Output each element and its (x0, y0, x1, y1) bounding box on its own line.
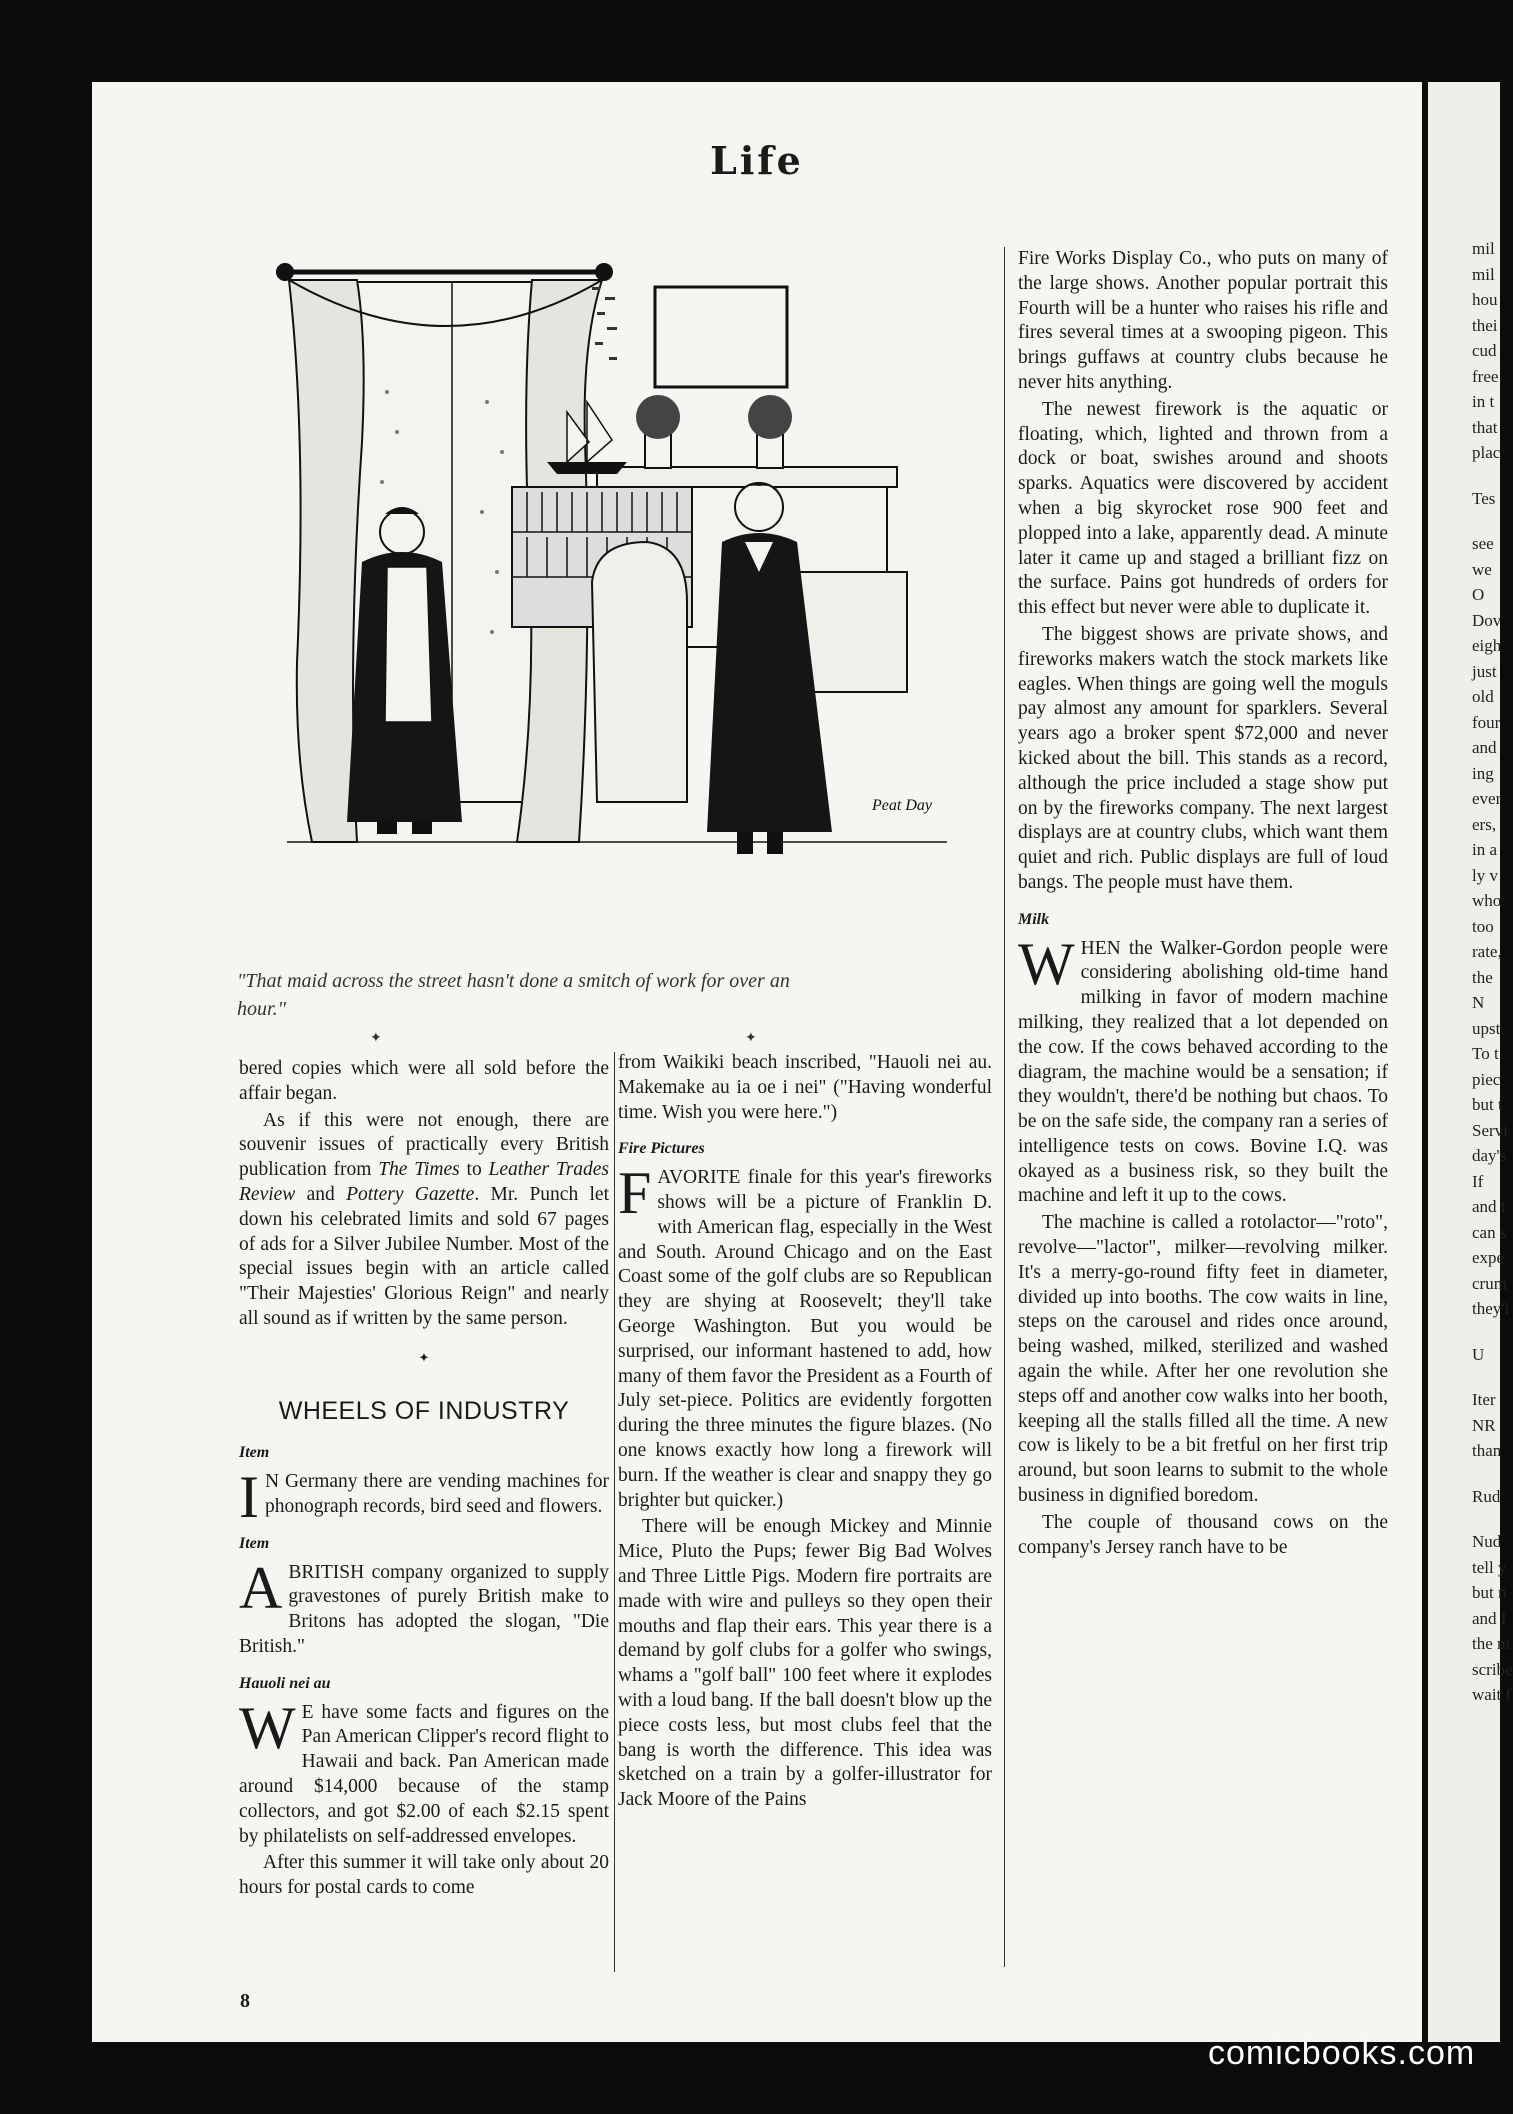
drop-cap: W (239, 1694, 296, 1761)
adjacent-page-text-fragment: that (1472, 417, 1498, 437)
adjacent-page-text-fragment: mil (1472, 239, 1495, 258)
paragraph: WHEN the Walker-Gordon people were considering abolishing old-time hand milking in favor of modern machine milking, they realized that a lot depended on the cow. If the cows behaved according to the diagram, the machine would be a sensation; if they wouldn't, there'd be nothing but chaos. To be on the safe side, the company ran a series of intelligence tests on cows. Bovine I.Q. was okayed as a business risk, so they built the machine and left it up to the cows. (1018, 930, 1388, 1207)
adjacent-page-text-fragment: thei (1472, 315, 1498, 335)
magazine-page (92, 82, 1422, 2042)
adjacent-page-text-fragment: the (1472, 967, 1493, 987)
article-column-3 (1018, 247, 1388, 1562)
adjacent-page-text-fragment: U (1472, 1344, 1485, 1364)
adjacent-page-text-fragment: scribe (1472, 1659, 1513, 1679)
adjacent-page-text-fragment: cud (1472, 341, 1497, 360)
adjacent-page-text-fragment: the m (1472, 1634, 1511, 1653)
paragraph: bered copies which were all sold before the affair began. (239, 1058, 609, 1104)
adjacent-page-text-fragment: hou (1472, 290, 1498, 309)
adjacent-page-text-fragment: mil (1472, 264, 1495, 284)
adjacent-page-text-fragment: free (1472, 366, 1499, 386)
adjacent-page-text-fragment: wait f (1472, 1685, 1512, 1704)
item-heading: Item (239, 1444, 270, 1462)
adjacent-page-text-fragment: ever (1472, 789, 1502, 808)
adjacent-page-text-fragment: see (1472, 534, 1494, 553)
cartoon-signature: Peat Day (872, 797, 932, 814)
adjacent-page-text-fragment: just (1472, 661, 1497, 681)
adjacent-page-text-fragment: who (1472, 891, 1502, 910)
adjacent-page-text-fragment: we (1472, 559, 1492, 579)
drop-cap: I (239, 1464, 259, 1531)
adjacent-page-text-fragment: NR (1472, 1415, 1496, 1435)
adjacent-page-text-fragment: Nud (1472, 1532, 1502, 1551)
cartoon-caption: "That maid across the street hasn't done a smitch of work for over an hour." (237, 970, 790, 1020)
adjacent-page-text-fragment: To t (1472, 1044, 1499, 1063)
paragraph: There will be enough Mickey and Minnie Mice, Pluto the Pups; fewer Big Bad Wolves and Three Little Pigs. Modern fire portraits are made with wire and pulleys so they open their mouths and flap their ears. This year there is a demand by golf clubs for a golfer who swings, whams a "golf ball" 100 feet where it explodes with a loud bang. If the ball doesn't blow up the piece costs less, but most clubs feel that the bang is worth the difference. This idea was sketched on a train by a golfer-illustrator for Jack Moore of the Pains (618, 1516, 992, 1811)
adjacent-page-edge (1428, 82, 1513, 2042)
paragraph: W E have some facts and figures on the Pan American Clipper's record flight to Hawaii and back. Pan American made around $14,000 because of the stamp collectors, and got $2.00 of each $2.15 spent by philatelists on self-addressed envelopes. (239, 1694, 609, 1847)
adjacent-page-text-fragment: Dov (1472, 610, 1502, 630)
cartoon-illustration (267, 242, 1102, 952)
adjacent-page-text-fragment: Servi (1472, 1120, 1508, 1140)
paragraph: After this summer it will take only about 20 hours for postal cards to come (239, 1852, 609, 1899)
adjacent-page-text-fragment: too (1472, 916, 1494, 936)
paragraph: from Waikiki beach inscribed, "Hauoli nei au. Makemake au ia oe i nei" ("Having wonderful time. Wish you were here.") (618, 1052, 992, 1123)
adjacent-page-text-fragment: old (1472, 687, 1494, 706)
adjacent-page-text-fragment: tell y (1472, 1557, 1507, 1577)
article-column-2 (618, 1051, 992, 1815)
drop-cap: W (1018, 930, 1075, 997)
adjacent-page-text-fragment: but n (1472, 1583, 1507, 1602)
adjacent-page-text-fragment: and t (1472, 1197, 1506, 1216)
item-heading: Item (239, 1534, 270, 1552)
drop-cap: F (618, 1160, 652, 1227)
adjacent-page-text-fragment: crum (1472, 1273, 1507, 1293)
adjacent-page-text-fragment: can s (1472, 1222, 1507, 1242)
paragraph: I N Germany there are vending machines for phonograph records, bird seed and flowers. (239, 1464, 609, 1531)
adjacent-page-text-fragment: they'l (1472, 1299, 1510, 1318)
ornament: ✦ (370, 1031, 382, 1046)
paragraph: The newest firework is the aquatic or floating, which, lighted and thrown from a dock or boat, swishes around and shoots sparks. Aquatics were discovered by accident when a big skyrocket rose 900 feet and plopped into a lake, apparently dead. A minute later it came up and staged a brilliant fizz on the surface. Pains got hundreds of orders for this effect but never were able to duplicate it. (1018, 398, 1388, 619)
paragraph: The biggest shows are private shows, and fireworks makers watch the stock markets like eagles. When things are going well the moguls pay almost any amount for sparklers. Several years ago a broker spent $72,000 and never kicked about the bill. This stands as a record, although the price included a stage show put on by the fireworks company. The next largest displays are at country clubs, which want them quiet and rich. Public displays are full of loud bangs. The people must have them. (1018, 623, 1388, 893)
adjacent-page-text-fragment: ly v (1472, 865, 1498, 885)
adjacent-page-text-fragment: ers, (1472, 814, 1497, 834)
adjacent-page-text-fragment: expe (1472, 1248, 1505, 1267)
section-title: WHEELS OF INDUSTRY (278, 1396, 570, 1425)
adjacent-page-text-fragment: eigh (1472, 636, 1502, 655)
ornament: ✦ (418, 1349, 430, 1365)
paragraph: The couple of thousand cows on the company's Jersey ranch have to be (1018, 1511, 1388, 1558)
adjacent-page-text-fragment: rate, (1472, 942, 1502, 961)
adjacent-page-text-fragment: day's (1472, 1146, 1507, 1165)
adjacent-page-text-fragment: in t (1472, 392, 1495, 411)
adjacent-page-text-fragment: If (1472, 1171, 1484, 1191)
adjacent-page-text-fragment: than (1472, 1441, 1502, 1460)
paragraph: FAVORITE finale for this year's fireworks shows will be a picture of Franklin D. with American flag, especially in the West and South. Around Chicago and on the East Coast some of the golf clubs are so Republican they are shying at Roosevelt; they'll take George Washington. But you would be surprised, our informant hastened to add, how many of them favor the President as a Fourth of July set-piece. Politics are evidently forgotten during the three minutes the figure blazes. (No one knows exactly how long a firework will burn. If the weather is clear and snappy they go brighter but quicker.) (618, 1160, 992, 1511)
adjacent-page-text-fragment: in a (1472, 840, 1498, 859)
item-heading: Hauoli nei au (239, 1674, 331, 1692)
adjacent-page-text-fragment: Rud (1472, 1486, 1501, 1506)
adjacent-page-text-fragment: upst (1472, 1018, 1501, 1038)
watermark: comicbooks.com (1208, 2034, 1476, 2072)
masthead: Life (710, 138, 804, 183)
item-heading: Fire Pictures (618, 1140, 705, 1158)
adjacent-page-text-fragment: N (1472, 993, 1485, 1012)
drop-cap: A (239, 1554, 283, 1621)
article-column-1 (239, 1057, 609, 1903)
adjacent-page-text-fragment: O (1472, 585, 1485, 604)
adjacent-page-text-fragment: and I (1472, 1608, 1507, 1628)
adjacent-page-text-fragment: piec (1472, 1069, 1501, 1089)
column-rule (1004, 247, 1005, 1967)
ornament: ✦ (745, 1031, 757, 1046)
paragraph: As if this were not enough, there are souvenir issues of practically every British publication from The Times to Leather Trades Review and Pottery Gazette. Mr. Punch let down his celebrated limits and sold 67 pages of ads for a Silver Jubilee Number. Most of the special issues begin with an article called "Their Majesties' Glorious Reign" and nearly all sound as if written by the same person. (239, 1109, 610, 1329)
adjacent-page-text-fragment: ing (1472, 763, 1494, 783)
adjacent-page-text-fragment: and (1472, 738, 1497, 757)
adjacent-page-text-fragment: Iter (1472, 1390, 1496, 1409)
adjacent-page-text-fragment: Tes (1472, 488, 1496, 508)
item-heading: Milk (1018, 910, 1050, 928)
column-rule (614, 1052, 615, 1972)
page-number: 8 (240, 1990, 250, 2012)
paragraph: Fire Works Display Co., who puts on many of the large shows. Another popular portrait this Fourth will be a hunter who raises his rifle and fires several times at a swooping pigeon. This brings guffaws at country clubs because he never hits anything. (1018, 248, 1388, 393)
paragraph: The machine is called a rotolactor—"roto", revolve—"lactor", milker—revolving milker. It's a merry-go-round fifty feet in diameter, divided up into booths. The cow waits in line, steps on the carousel and rides once around, being washed, milked, sterilized and washed again the while. After her one revolution she steps off and another cow walks into her booth, keeping all the stalls filled all the time. A new cow is likely to be a bit fretful on her first trip around, but soon learns to submit to the whole business in dignified boredom. (1018, 1212, 1388, 1507)
adjacent-page-text-fragment: but t (1472, 1095, 1503, 1114)
paragraph: A BRITISH company organized to supply gravestones of purely British make to Britons has adopted the slogan, "Die British." (239, 1554, 609, 1657)
adjacent-page-text-fragment: plac (1472, 443, 1501, 462)
adjacent-page-text-fragment: four (1472, 712, 1501, 732)
